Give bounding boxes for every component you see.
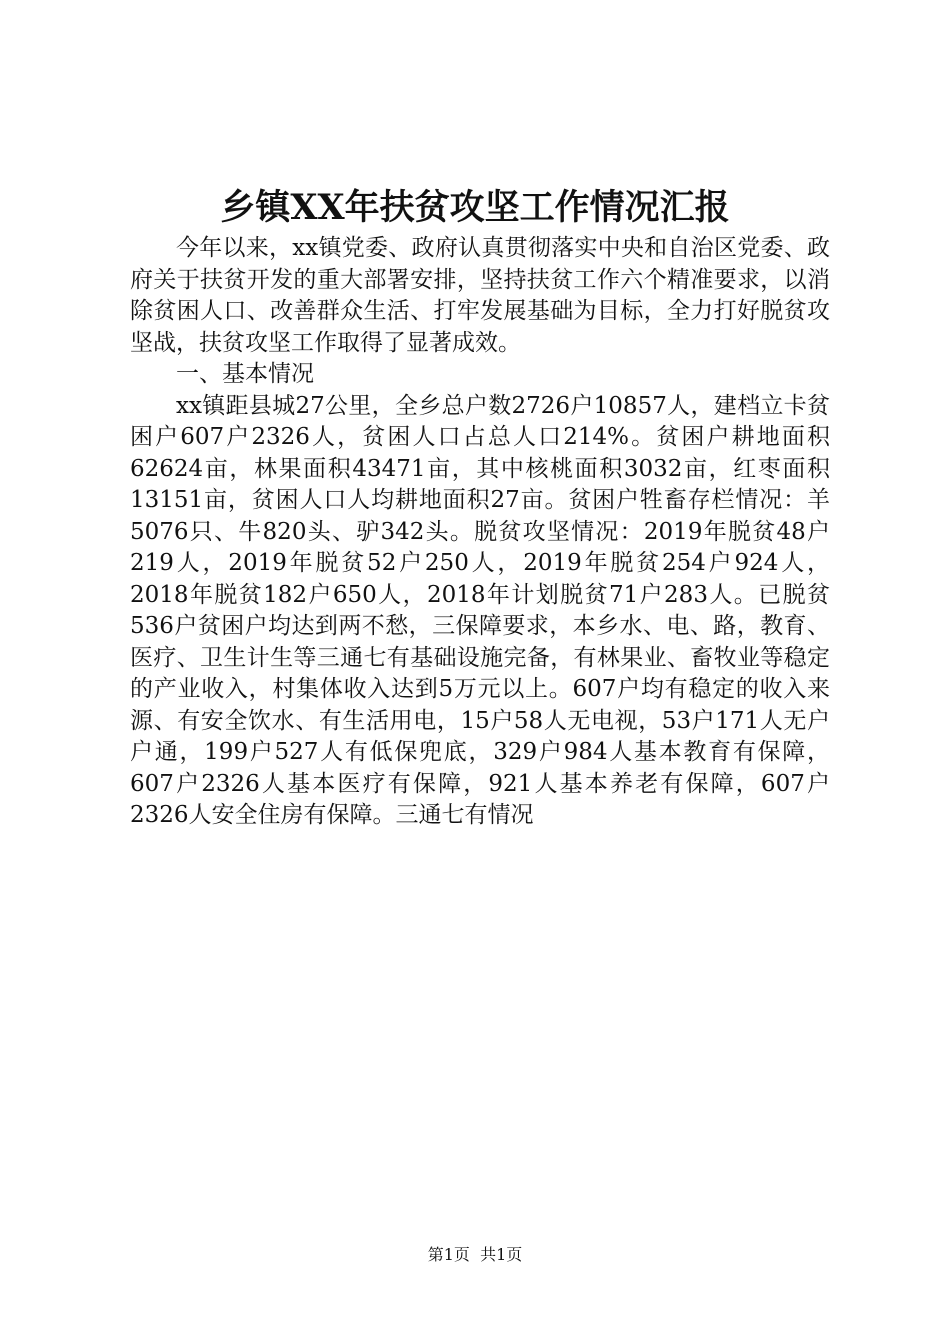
document-body bbox=[130, 233, 830, 832]
section-heading-basic-situation: 一、基本情况 bbox=[176, 361, 314, 387]
paragraph-intro: 今年以来，xx镇党委、政府认真贯彻落实中央和自治区党委、政府关于扶贫开发的重大部署安排，坚持扶贫工作六个精准要求，以消除贫困人口、改善群众生活、打牢发展基础为目标，全力打好脱贫攻坚战，扶贫攻坚工作取得了显著成效。 bbox=[130, 235, 830, 356]
document-title: 乡镇XX年扶贫攻坚工作情况汇报 bbox=[220, 187, 730, 228]
page-number: 第1页 共1页 bbox=[427, 1245, 523, 1264]
paragraph-basic-situation: xx镇距县城27公里，全乡总户数2726户10857人，建档立卡贫困户607户2326人，贫困人口占总人口214%。贫困户耕地面积62624亩，林果面积43471亩，其中核桃面积3032亩，红枣面积13151亩，贫困人口人均耕地面积27亩。贫困户牲畜存栏情况：羊5076只、牛820头、驴342头。脱贫攻坚情况：2019年脱贫48户219人，2019年脱贫52户250人，2019年脱贫254户924人，2018年脱贫182户650人，2018年计划脱贫71户283人。已脱贫536户贫困户均达到两不愁，三保障要求，本乡水、电、路，教育、医疗、卫生计生等三通七有基础设施完备，有林果业、畜牧业等稳定的产业收入，村集体收入达到5万元以上。607户均有稳定的收入来源、有安全饮水、有生活用电，15户58人无电视，53户171人无户户通，199户527人有低保兜底，329户984人基本教育有保障，607户2326人基本医疗有保障，921人基本养老有保障，607户2326人安全住房有保障。三通七有情况 bbox=[130, 392, 830, 828]
page-footer bbox=[0, 1243, 950, 1267]
